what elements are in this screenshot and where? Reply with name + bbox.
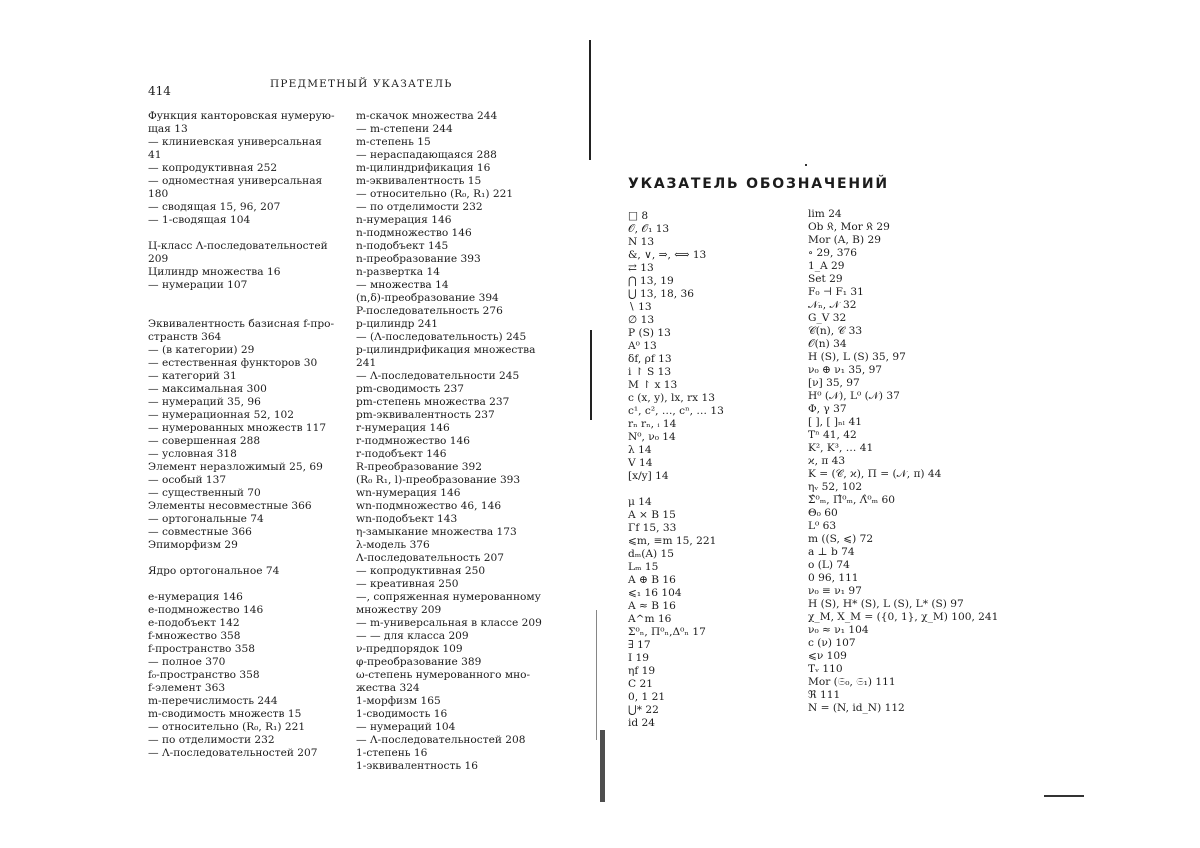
index-entry: — нумераций 35, 96 — [148, 396, 261, 408]
index-entry: 1-степень 16 — [356, 747, 428, 759]
index-entry: — копродуктивная 250 — [356, 565, 486, 577]
index-entry: — креативная 250 — [356, 578, 459, 590]
index-entry: 0, 1 21 — [628, 691, 666, 703]
index-entry: — совместные 366 — [148, 526, 252, 538]
index-entry: m-эквивалентность 15 — [356, 175, 482, 187]
index-entry: — нумерованных множеств 117 — [148, 422, 327, 434]
index-entry: p-цилиндрификация множества — [356, 344, 536, 356]
index-entry: щая 13 — [148, 123, 188, 135]
index-entry: Цилиндр множества 16 — [148, 266, 281, 278]
index-entry: dₘ(A) 15 — [628, 548, 675, 560]
index-entry: χ_M, X_M = ({0, 1}, χ_M) 100, 241 — [808, 611, 999, 623]
index-entry: 𝒩ₙ, 𝒩 32 — [808, 299, 857, 311]
index-entry: — совершенная 288 — [148, 435, 261, 447]
index-entry: —, сопряженная нумерованному — [356, 591, 541, 603]
index-entry: wn-подмножество 46, 146 — [356, 500, 502, 512]
index-entry: — нераспадающаяся 288 — [356, 149, 497, 161]
index-entry: □ 8 — [628, 210, 649, 222]
index-entry: η-замыкание множества 173 — [356, 526, 517, 538]
index-entry: — m-универсальная в классе 209 — [356, 617, 542, 629]
index-entry: f-пространство 358 — [148, 643, 256, 655]
index-entry: m-сводимость множеств 15 — [148, 708, 302, 720]
index-entry: — m-степени 244 — [356, 123, 453, 135]
index-entry: L⁰ 63 — [808, 520, 837, 532]
index-entry: Σ̂⁰ₘ, Π̂⁰ₘ, Λ̂⁰ₘ 60 — [808, 494, 895, 506]
index-entry: H (S), L (S) 35, 97 — [808, 351, 906, 363]
index-entry: Элементы несовместные 366 — [148, 500, 312, 512]
index-entry: — полное 370 — [148, 656, 226, 668]
index-entry: wn-подобъект 143 — [356, 513, 458, 525]
index-entry: wn-нумерация 146 — [356, 487, 461, 499]
index-entry: Λ-последовательность 207 — [356, 552, 504, 564]
index-entry: Ядро ортогональное 74 — [148, 565, 280, 577]
index-entry: λ 14 — [628, 444, 652, 456]
index-entry: — условная 318 — [148, 448, 237, 460]
index-entry: ν-предпорядок 109 — [356, 643, 463, 655]
index-entry: — копродуктивная 252 — [148, 162, 278, 174]
bottom-rule — [1044, 795, 1084, 797]
index-entry: i ↾ S 13 — [628, 366, 672, 378]
index-entry: [ν] 35, 97 — [808, 377, 860, 389]
notation-index-column-1 — [628, 210, 724, 730]
index-entry: — сводящая 15, 96, 207 — [148, 201, 281, 213]
index-entry: 180 — [148, 188, 169, 200]
index-entry: r-нумерация 146 — [356, 422, 450, 434]
index-entry: ⋂ 13, 19 — [628, 275, 674, 287]
index-entry: [x/y] 14 — [628, 470, 669, 482]
page-number: 414 — [148, 84, 171, 98]
index-entry: pm-степень множества 237 — [356, 396, 510, 408]
index-entry: 1-морфизм 165 — [356, 695, 441, 707]
index-entry: m-степень 15 — [356, 136, 431, 148]
index-entry: R-преобразование 392 — [356, 461, 482, 473]
blank-line — [148, 305, 335, 318]
gutter-binding-stain — [600, 730, 605, 802]
index-entry: Set 29 — [808, 273, 843, 285]
index-entry: ⇄ 13 — [628, 262, 654, 274]
index-entry: ν₀ ≈ ν₁ 104 — [808, 624, 869, 636]
index-entry: (n,δ)-преобразование 394 — [356, 292, 499, 304]
index-entry: 1-сводимость 16 — [356, 708, 448, 720]
index-entry: c¹, c², …, cⁿ, … 13 — [628, 405, 724, 417]
index-entry: A⁰ 13 — [628, 340, 657, 352]
index-entry: p-цилиндр 241 — [356, 318, 438, 330]
index-entry: 𝒪, 𝒪₁ 13 — [628, 223, 670, 235]
index-entry: Mor (𝔖₀, 𝔖₁) 111 — [808, 676, 896, 688]
index-entry: ηf 19 — [628, 665, 656, 677]
index-entry: o (L) 74 — [808, 559, 850, 571]
index-entry: n-нумерация 146 — [356, 214, 452, 226]
index-entry: Эквивалентность базисная f-про- — [148, 318, 335, 330]
index-entry: — максимальная 300 — [148, 383, 267, 395]
index-entry: ⩽m, ≡m 15, 221 — [628, 535, 717, 547]
index-entry: Mor (A, B) 29 — [808, 234, 881, 246]
index-entry: — нумераций 104 — [356, 721, 456, 733]
index-entry: V 14 — [628, 457, 653, 469]
index-entry: Ob 𝔎, Mor 𝔎 29 — [808, 221, 890, 233]
index-entry: — (Λ-последовательность) 245 — [356, 331, 527, 343]
index-entry: ω-степень нумерованного мно- — [356, 669, 531, 681]
index-entry: — по отделимости 232 — [148, 734, 275, 746]
index-entry: A ⊕ B 16 — [628, 574, 676, 586]
index-entry: — существенный 70 — [148, 487, 261, 499]
index-entry: — Λ-последовательностей 207 — [148, 747, 318, 759]
index-entry: Γf 15, 33 — [628, 522, 677, 534]
index-entry: pm-эквивалентность 237 — [356, 409, 495, 421]
index-entry: M ↾ x 13 — [628, 379, 678, 391]
gutter-line-top — [589, 40, 591, 160]
index-entry: K², K³, … 41 — [808, 442, 874, 454]
index-entry: — — для класса 209 — [356, 630, 469, 642]
index-entry: F₀ ⊣ F₁ 31 — [808, 286, 864, 298]
index-entry: A^m 16 — [628, 613, 672, 625]
index-entry: Tⁿ 41, 42 — [808, 429, 857, 441]
blank-line — [148, 578, 335, 591]
index-entry: Φ, γ 37 — [808, 403, 847, 415]
blank-line — [148, 227, 335, 240]
index-entry: &, ∨, ⇒, ⟺ 13 — [628, 249, 707, 261]
index-entry: m-цилиндрификация 16 — [356, 162, 491, 174]
index-entry: e-подобъект 142 — [148, 617, 240, 629]
blank-line — [148, 552, 335, 565]
index-entry: r-подмножество 146 — [356, 435, 471, 447]
index-entry: n-подмножество 146 — [356, 227, 472, 239]
index-entry: Tᵥ 110 — [808, 663, 843, 675]
speck — [805, 164, 807, 166]
index-entry: — ортогональные 74 — [148, 513, 264, 525]
index-entry: δf, ρf 13 — [628, 353, 672, 365]
index-entry: f₀-пространство 358 — [148, 669, 260, 681]
index-entry: ⋃ 13, 18, 36 — [628, 288, 694, 300]
index-entry: m-перечислимость 244 — [148, 695, 278, 707]
index-entry: m-скачок множества 244 — [356, 110, 498, 122]
index-entry: ⋃* 22 — [628, 704, 659, 716]
index-entry: f-элемент 363 — [148, 682, 226, 694]
index-entry: P-последовательность 276 — [356, 305, 503, 317]
index-entry: ⩽ν 109 — [808, 650, 847, 662]
index-entry: — нумерации 107 — [148, 279, 248, 291]
index-entry: I 19 — [628, 652, 650, 664]
index-entry: m ((S, ⩽) 72 — [808, 533, 874, 545]
index-entry: — по отделимости 232 — [356, 201, 483, 213]
index-entry: ∖ 13 — [628, 301, 652, 313]
index-entry: N⁰, ν₀ 14 — [628, 431, 676, 443]
index-entry: 1_A 29 — [808, 260, 845, 272]
index-entry: n-подобъект 145 — [356, 240, 449, 252]
index-entry: ν₀ ⊕ ν₁ 35, 97 — [808, 364, 883, 376]
index-entry: — относительно (R₀, R₁) 221 — [356, 188, 514, 200]
index-entry: ∘ 29, 376 — [808, 247, 857, 259]
index-entry: — нумерационная 52, 102 — [148, 409, 295, 421]
index-entry: N = (N, id_N) 112 — [808, 702, 905, 714]
index-entry: — клиниевская универсальная — [148, 136, 322, 148]
index-entry: A ≈ B 16 — [628, 600, 676, 612]
index-entry: 1-эквивалентность 16 — [356, 760, 478, 772]
index-entry: — множества 14 — [356, 279, 449, 291]
index-entry: f-множество 358 — [148, 630, 241, 642]
index-entry: μ 14 — [628, 496, 652, 508]
index-entry: 𝒞(n), 𝒞 33 — [808, 325, 863, 337]
index-entry: n-развертка 14 — [356, 266, 440, 278]
index-entry: 209 — [148, 253, 169, 265]
index-entry: Элемент неразложимый 25, 69 — [148, 461, 323, 473]
blank-line — [148, 292, 335, 305]
index-entry: ν₀ ≡ ν₁ 97 — [808, 585, 862, 597]
index-entry: 𝒪(n) 34 — [808, 338, 847, 350]
index-entry: ℜ 111 — [808, 689, 841, 701]
notation-index-column-2 — [808, 208, 998, 715]
index-entry: (R₀ R₁, l)-преобразование 393 — [356, 474, 521, 486]
index-entry: 0 96, 111 — [808, 572, 859, 584]
index-entry: ⩽₁ 16 104 — [628, 587, 682, 599]
index-entry: — относительно (R₀, R₁) 221 — [148, 721, 306, 733]
index-entry: — (в категории) 29 — [148, 344, 255, 356]
index-entry: c (x, y), lx, rx 13 — [628, 392, 715, 404]
index-entry: e-нумерация 146 — [148, 591, 243, 603]
index-entry: r-подобъект 146 — [356, 448, 447, 460]
index-entry: A × B 15 — [628, 509, 676, 521]
index-entry: — 1-сводящая 104 — [148, 214, 251, 226]
index-entry: множеству 209 — [356, 604, 442, 616]
index-entry: ∃ 17 — [628, 639, 651, 651]
index-entry: жества 324 — [356, 682, 420, 694]
index-entry: P (S) 13 — [628, 327, 671, 339]
index-entry: e-подмножество 146 — [148, 604, 264, 616]
index-entry: K = (𝒞, ϰ), Π = (𝒩, π) 44 — [808, 468, 942, 480]
gutter-line-mid — [590, 330, 592, 420]
index-entry: [ ], [ ]ₙₗ 41 — [808, 416, 863, 428]
index-entry: id 24 — [628, 717, 656, 729]
index-entry: — особый 137 — [148, 474, 227, 486]
index-entry: ηᵥ 52, 102 — [808, 481, 863, 493]
subject-index-column-2 — [356, 110, 542, 773]
index-entry: G_V 32 — [808, 312, 847, 324]
index-entry: Θ₀ 60 — [808, 507, 838, 519]
index-entry: Σ⁰ₙ, Π⁰ₙ,Δ⁰ₙ 17 — [628, 626, 706, 638]
subject-index-column-1 — [148, 110, 335, 760]
index-entry: rₙ rₙ, ᵢ 14 — [628, 418, 677, 430]
running-head: ПРЕДМЕТНЫЙ УКАЗАТЕЛЬ — [270, 78, 453, 90]
index-entry: Функция канторовская нумерую- — [148, 110, 335, 122]
index-entry: N 13 — [628, 236, 655, 248]
index-entry: C 21 — [628, 678, 653, 690]
index-entry: — одноместная универсальная — [148, 175, 323, 187]
index-entry: Эпиморфизм 29 — [148, 539, 238, 551]
gutter-line-low — [596, 610, 597, 740]
index-entry: ϰ, π 43 — [808, 455, 846, 467]
index-entry: Ц-класс Λ-последовательностей — [148, 240, 328, 252]
index-entry: — естественная функторов 30 — [148, 357, 318, 369]
index-entry: H⁰ (𝒩), L⁰ (𝒩) 37 — [808, 390, 900, 402]
index-entry: — категорий 31 — [148, 370, 237, 382]
index-entry: φ-преобразование 389 — [356, 656, 482, 668]
index-entry: — Λ-последовательности 245 — [356, 370, 520, 382]
index-entry: H (S), H* (S), L (S), L* (S) 97 — [808, 598, 964, 610]
index-entry: ∅ 13 — [628, 314, 655, 326]
index-entry: — Λ-последовательностей 208 — [356, 734, 526, 746]
index-entry: n-преобразование 393 — [356, 253, 481, 265]
index-entry: pm-сводимость 237 — [356, 383, 465, 395]
index-entry: lim 24 — [808, 208, 842, 220]
index-entry: a ⊥ b 74 — [808, 546, 855, 558]
index-entry: c (ν) 107 — [808, 637, 856, 649]
index-entry: λ-модель 376 — [356, 539, 430, 551]
index-entry: странств 364 — [148, 331, 222, 343]
index-entry: Lₘ 15 — [628, 561, 659, 573]
index-entry: 41 — [148, 149, 162, 161]
index-entry: 241 — [356, 357, 377, 369]
notation-index-title: УКАЗАТЕЛЬ ОБОЗНАЧЕНИЙ — [628, 176, 889, 192]
